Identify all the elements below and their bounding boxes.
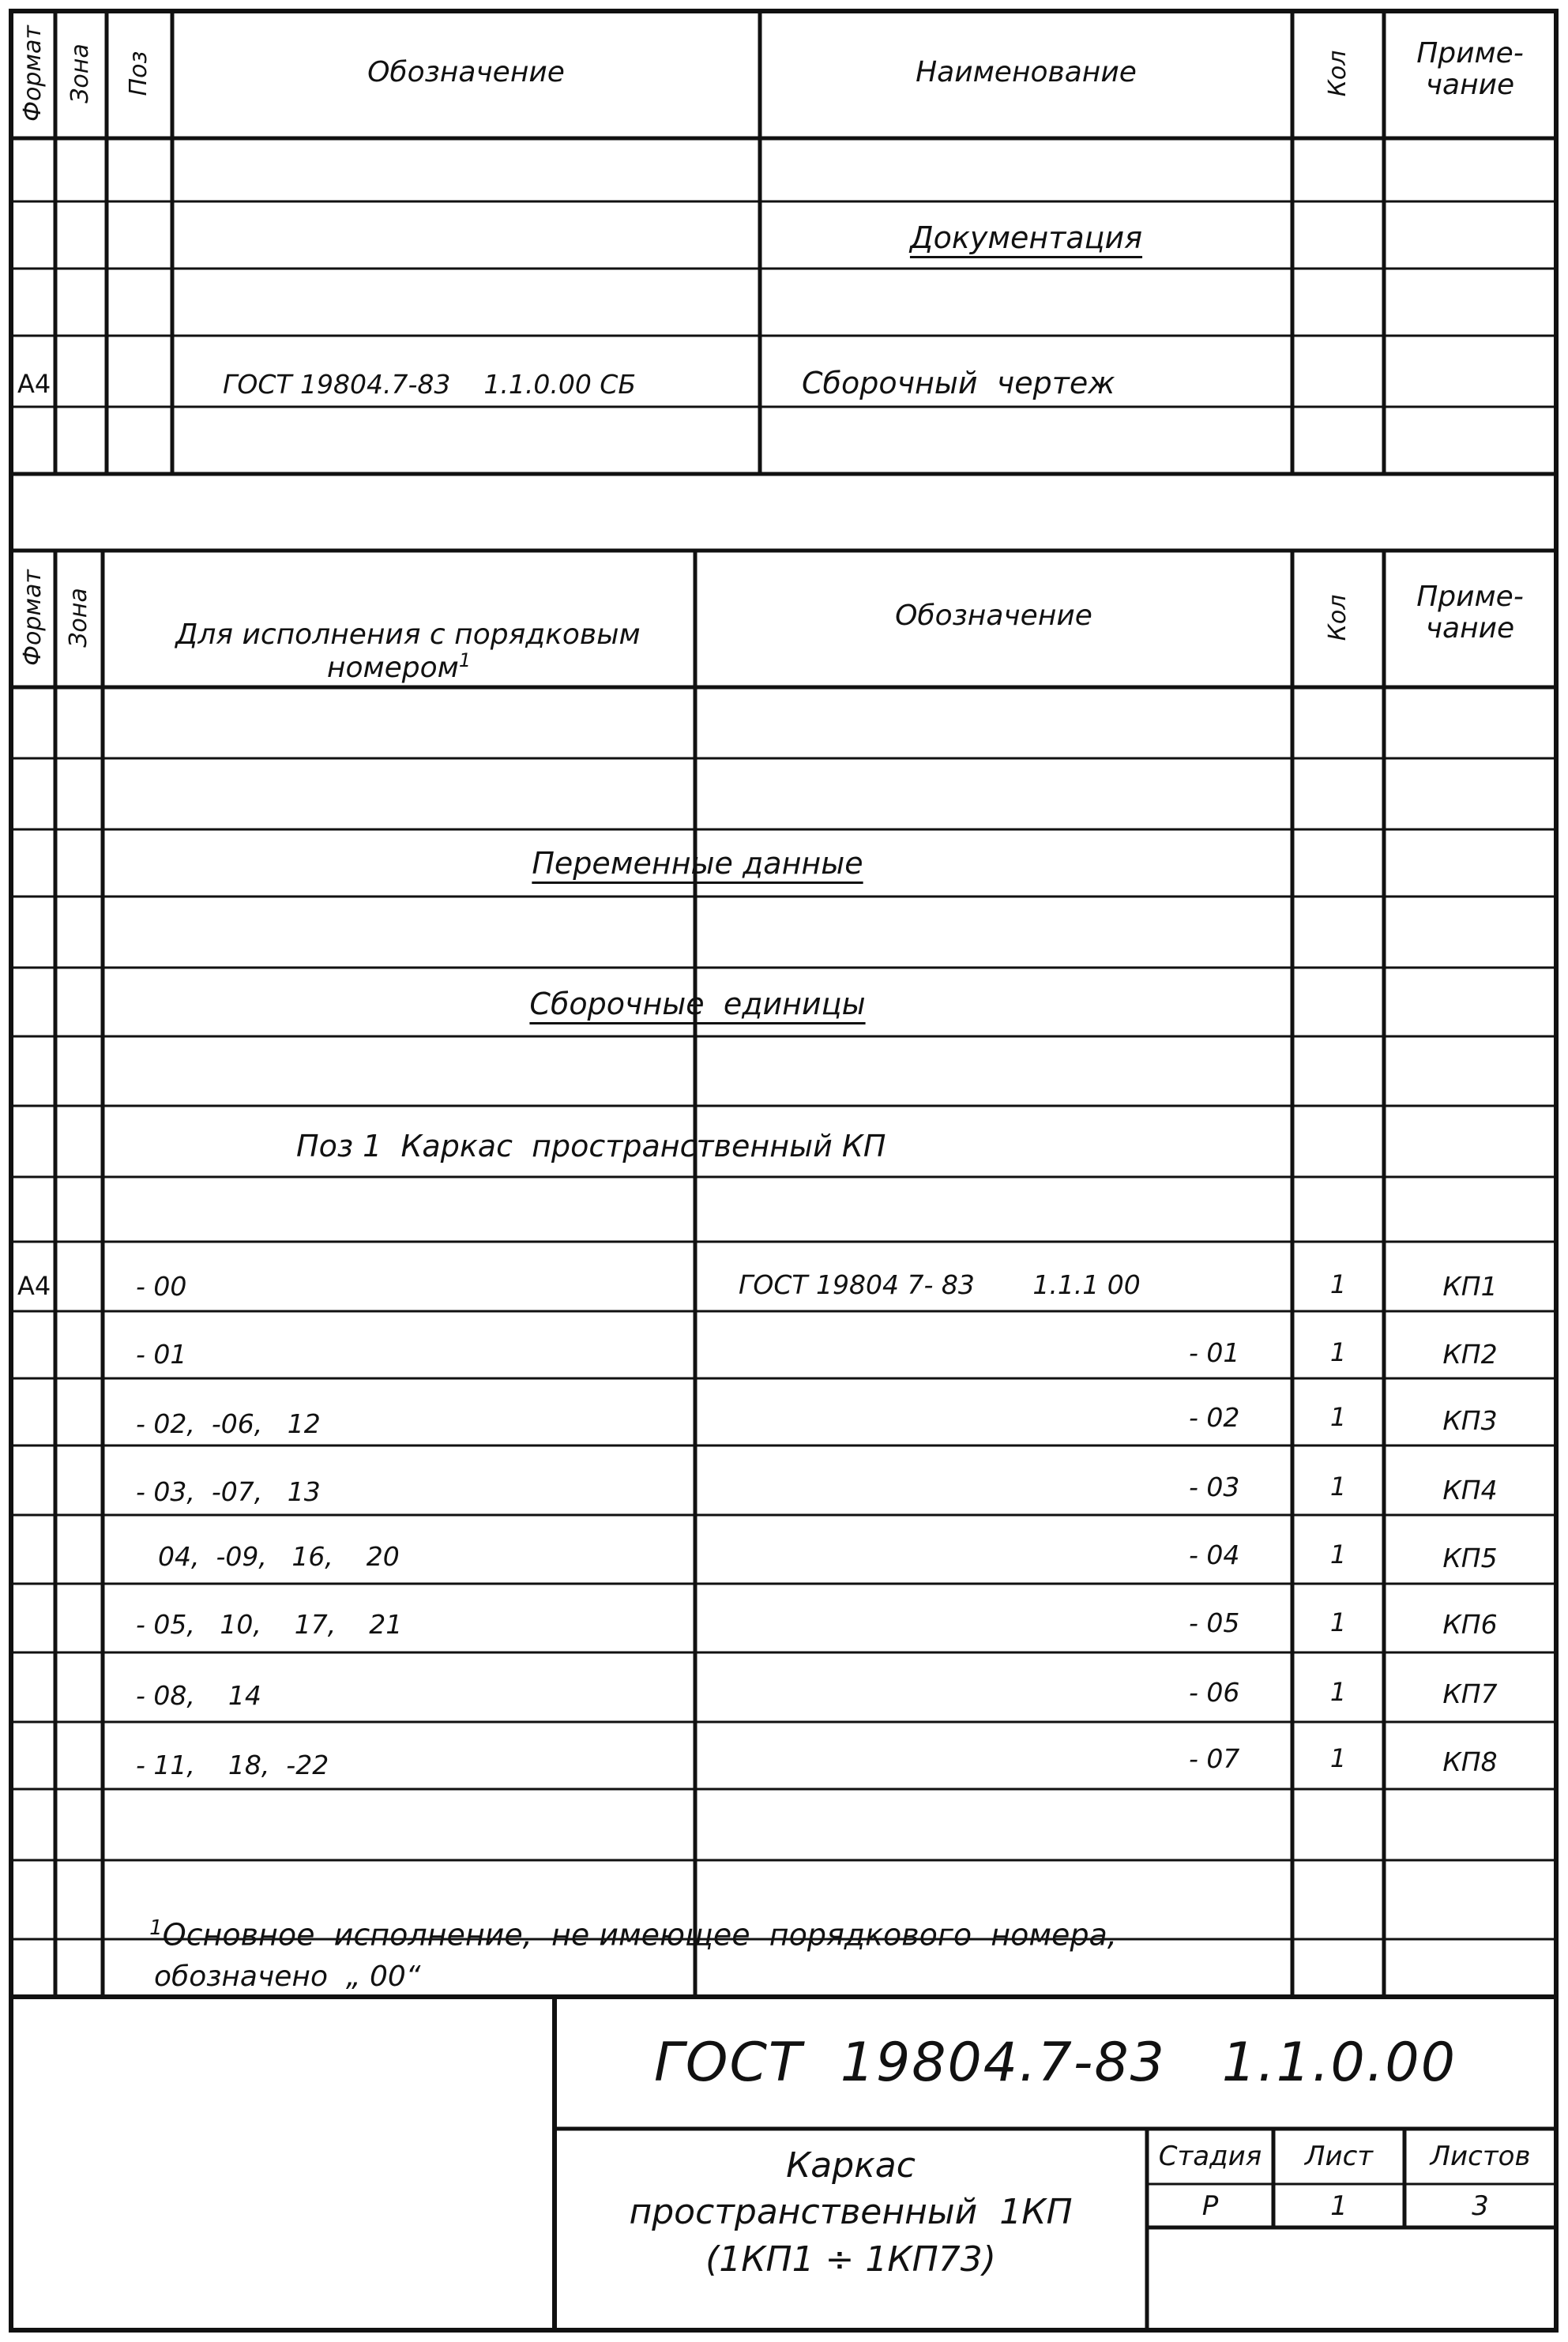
table-row-3-designation: - 02 bbox=[1189, 1402, 1240, 1433]
table-row-1-variants: - 00 bbox=[136, 1271, 187, 1302]
table-row-5-note: КП5 bbox=[1442, 1543, 1498, 1573]
table-row-7-qty: 1 bbox=[1329, 1677, 1347, 1707]
row-designation: ГОСТ 19804.7-83 1.1.0.00 СБ bbox=[223, 369, 636, 400]
stage-value: Р bbox=[1201, 2190, 1219, 2222]
footnote-line-2: обозначено „ 00“ bbox=[154, 1960, 421, 1993]
footnote-text-1: Основное исполнение, не имеющее порядкового номера, bbox=[162, 1917, 1117, 1953]
table-row-7-note: КП7 bbox=[1442, 1678, 1498, 1709]
table-row-4-qty: 1 bbox=[1329, 1472, 1347, 1502]
footnote-line-1 bbox=[130, 1888, 1117, 1953]
header-name: Наименование bbox=[916, 56, 1137, 88]
header2-qty: Кол bbox=[1324, 594, 1352, 641]
header-format: Формат bbox=[19, 25, 47, 122]
table-row-4-designation: - 03 bbox=[1189, 1472, 1240, 1502]
sheets-value: 3 bbox=[1472, 2190, 1489, 2222]
product-name-line-2: пространственный 1КП bbox=[629, 2192, 1073, 2233]
table-row-8-variants: - 11, 18, -22 bbox=[136, 1750, 329, 1780]
table-row-1-designation: ГОСТ 19804 7- 83 1.1.1 00 bbox=[739, 1269, 1141, 1300]
header2-note: Приме- чание bbox=[1416, 581, 1524, 645]
header2-format: Формат bbox=[19, 570, 47, 666]
table-row-7-designation: - 06 bbox=[1189, 1677, 1240, 1708]
header2-for-variant-text: Для исполнения с порядковым номером bbox=[175, 618, 641, 685]
footnote-mark: 1 bbox=[149, 1916, 163, 1940]
table-row-2-qty: 1 bbox=[1329, 1337, 1347, 1367]
document-code: ГОСТ 19804.7-83 1.1.0.00 bbox=[654, 2032, 1457, 2094]
table-row-1-qty: 1 bbox=[1329, 1269, 1347, 1299]
header-designation: Обозначение bbox=[367, 56, 565, 88]
table-row-6-variants: - 05, 10, 17, 21 bbox=[136, 1609, 403, 1640]
sheet-label: Лист bbox=[1304, 2141, 1374, 2172]
table-row-5-qty: 1 bbox=[1329, 1539, 1347, 1569]
stage-label: Стадия bbox=[1158, 2141, 1262, 2172]
sheets-label: Листов bbox=[1430, 2141, 1531, 2172]
table-row-2-variants: - 01 bbox=[136, 1339, 187, 1370]
row-name: Сборочный чертеж bbox=[802, 366, 1115, 400]
table-row-2-note: КП2 bbox=[1442, 1339, 1498, 1370]
table-row-6-note: КП6 bbox=[1442, 1609, 1498, 1640]
table-row-5-designation: - 04 bbox=[1189, 1539, 1240, 1570]
table-row-3-note: КП3 bbox=[1442, 1405, 1498, 1436]
table-row-6-designation: - 05 bbox=[1189, 1607, 1240, 1638]
product-name-line-1: Каркас bbox=[786, 2145, 916, 2186]
table-row-1-format: А4 bbox=[17, 1271, 51, 1301]
header-zone: Зона bbox=[66, 43, 94, 103]
table-row-3-qty: 1 bbox=[1329, 1402, 1347, 1432]
sheet-value: 1 bbox=[1330, 2190, 1348, 2222]
header-pos: Поз bbox=[125, 51, 152, 96]
header-qty: Кол bbox=[1324, 50, 1352, 97]
header-note: Приме- чание bbox=[1416, 37, 1524, 101]
table-row-8-designation: - 07 bbox=[1189, 1743, 1240, 1774]
table-row-2-designation: - 01 bbox=[1189, 1337, 1240, 1368]
section-assembly-units: Сборочные единицы bbox=[529, 987, 866, 1021]
table-row-7-variants: - 08, 14 bbox=[136, 1680, 261, 1711]
table-row-3-variants: - 02, -06, 12 bbox=[136, 1408, 321, 1439]
table-row-1-note: КП1 bbox=[1442, 1271, 1498, 1302]
product-name bbox=[555, 2142, 1147, 2283]
table-row-6-qty: 1 bbox=[1329, 1607, 1347, 1637]
product-name-line-3: (1КП1 ÷ 1КП73) bbox=[705, 2239, 996, 2280]
table-row-8-note: КП8 bbox=[1442, 1746, 1498, 1777]
row-format: А4 bbox=[17, 369, 51, 399]
pos-title: Поз 1 Каркас пространственный КП bbox=[296, 1129, 886, 1163]
header2-designation: Обозначение bbox=[895, 600, 1092, 632]
header2-zone: Зона bbox=[65, 588, 92, 648]
section-documentation: Документация bbox=[909, 220, 1143, 255]
table-row-8-qty: 1 bbox=[1329, 1743, 1347, 1773]
table-row-4-note: КП4 bbox=[1442, 1475, 1498, 1506]
section-variable-data: Переменные данные bbox=[532, 846, 863, 881]
table-row-5-variants: 04, -09, 16, 20 bbox=[158, 1541, 400, 1572]
header2-footnote-mark: 1 bbox=[458, 649, 472, 672]
table-row-4-variants: - 03, -07, 13 bbox=[136, 1476, 321, 1507]
header2-for-variant bbox=[103, 588, 695, 684]
